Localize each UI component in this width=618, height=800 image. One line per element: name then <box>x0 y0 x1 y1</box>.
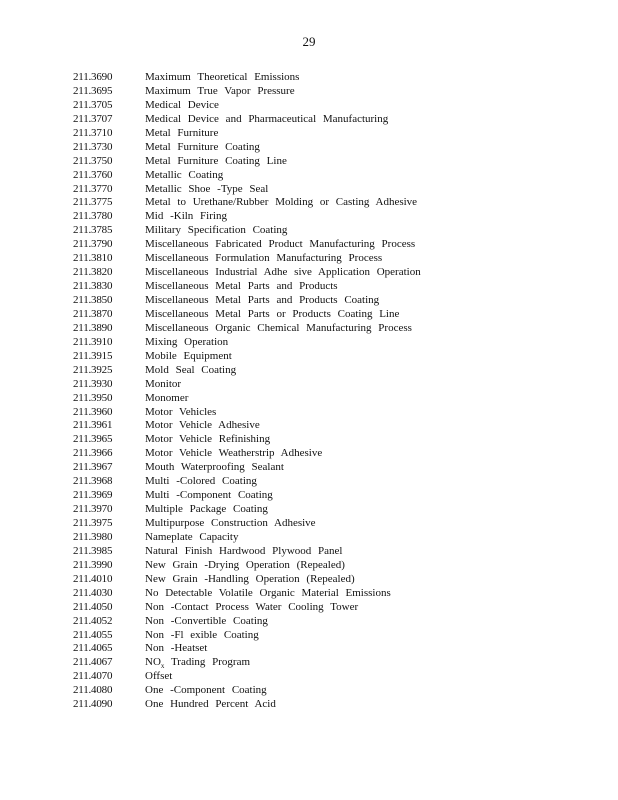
defined-term-text: Military Specification Coating <box>145 224 288 237</box>
section-number: 211.3820 <box>73 266 113 279</box>
defined-term-text: Maximum Theoretical Emissions <box>145 71 300 83</box>
defined-term <box>145 280 338 294</box>
section-number: 211.3810 <box>73 252 113 265</box>
definition-row <box>73 224 421 238</box>
defined-term <box>145 545 342 559</box>
definition-index-list <box>73 71 421 712</box>
section-number: 211.3970 <box>73 503 113 516</box>
defined-term-text: Metallic Shoe -Type Seal <box>145 182 269 195</box>
defined-term <box>145 238 415 252</box>
section-number: 211.3985 <box>73 544 113 557</box>
defined-term <box>145 392 188 406</box>
defined-term <box>145 266 421 280</box>
defined-term-subscript: x <box>160 662 165 671</box>
definition-row <box>73 378 421 392</box>
defined-term-text: Non -Contact Process Water Cooling Tower <box>145 600 359 613</box>
section-number: 211.3910 <box>73 335 113 348</box>
definition-row <box>73 406 421 420</box>
definition-row <box>73 545 421 559</box>
defined-term-text: Natural Finish Hardwood Plywood Panel <box>145 544 343 557</box>
section-number: 211.3705 <box>73 98 113 111</box>
defined-term <box>145 350 232 364</box>
defined-term <box>145 419 260 433</box>
section-number: 211.3775 <box>73 196 113 209</box>
defined-term-text: Multi -Colored Coating <box>145 475 257 488</box>
defined-term-text: Miscellaneous Metal Parts and Products <box>145 280 338 293</box>
definition-row <box>73 447 421 461</box>
definition-row <box>73 642 421 656</box>
defined-term <box>145 670 172 684</box>
definition-row <box>73 113 421 127</box>
definition-row <box>73 531 421 545</box>
definition-row <box>73 475 421 489</box>
definition-row <box>73 601 421 615</box>
defined-term-text: Miscellaneous Metal Parts or Products Coating Line <box>145 307 400 320</box>
defined-term <box>145 294 379 308</box>
definition-row <box>73 238 421 252</box>
defined-term-text: Motor Vehicles <box>145 405 217 418</box>
definition-row <box>73 629 421 643</box>
section-number: 211.3915 <box>73 349 113 362</box>
defined-term <box>145 447 322 461</box>
defined-term <box>145 336 228 350</box>
defined-term-text: Mobile Equipment <box>145 349 232 362</box>
defined-term <box>145 698 276 712</box>
defined-term-text: NO <box>145 656 161 669</box>
defined-term <box>145 308 399 322</box>
section-number: 211.3968 <box>73 475 113 488</box>
section-number: 211.4090 <box>73 698 113 711</box>
definition-row <box>73 670 421 684</box>
defined-term <box>145 378 181 392</box>
defined-term <box>145 364 236 378</box>
defined-term-text: Medical Device and Pharmaceutical Manufacturing <box>145 112 389 125</box>
defined-term <box>145 475 257 489</box>
defined-term-text: Medical Device <box>145 98 219 111</box>
section-number: 211.3780 <box>73 210 113 223</box>
definition-row <box>73 127 421 141</box>
definition-row <box>73 85 421 99</box>
definition-row <box>73 196 421 210</box>
section-number: 211.3770 <box>73 182 113 195</box>
defined-term <box>145 127 218 141</box>
definition-row <box>73 294 421 308</box>
definition-row <box>73 350 421 364</box>
section-number: 211.3707 <box>73 112 113 125</box>
defined-term-text: Nameplate Capacity <box>145 530 239 543</box>
definition-row <box>73 392 421 406</box>
defined-term <box>145 85 295 99</box>
definition-row <box>73 559 421 573</box>
definition-row <box>73 336 421 350</box>
defined-term-text: Metal Furniture <box>145 126 219 139</box>
defined-term-text: Non -Convertible Coating <box>145 614 268 627</box>
defined-term <box>145 210 227 224</box>
defined-term-text: Metal to Urethane/Rubber Molding or Casting Adhesive <box>145 196 418 209</box>
defined-term-text: Mixing Operation <box>145 335 229 348</box>
section-number: 211.3730 <box>73 140 113 153</box>
section-number: 211.3695 <box>73 84 113 97</box>
definition-row <box>73 615 421 629</box>
section-number: 211.3930 <box>73 377 113 390</box>
defined-term <box>145 587 391 601</box>
defined-term-text: Motor Vehicle Weatherstrip Adhesive <box>145 447 323 460</box>
defined-term <box>145 169 223 183</box>
defined-term-text: Miscellaneous Formulation Manufacturing Process <box>145 252 383 265</box>
defined-term-text: Metal Furniture Coating <box>145 140 260 153</box>
section-number: 211.3890 <box>73 321 113 334</box>
section-number: 211.3950 <box>73 391 113 404</box>
defined-term <box>145 224 287 238</box>
defined-term-text: Mid -Kiln Firing <box>145 210 227 223</box>
defined-term-text: Multipurpose Construction Adhesive <box>145 517 316 529</box>
defined-term-text: Motor Vehicle Adhesive <box>145 419 260 432</box>
defined-term-text: Metallic Coating <box>145 168 224 181</box>
definition-row <box>73 517 421 531</box>
defined-term-text: Multiple Package Coating <box>145 503 268 516</box>
defined-term-text: New Grain -Drying Operation (Repealed) <box>145 558 345 571</box>
section-number: 211.4010 <box>73 572 113 585</box>
section-number: 211.4067 <box>73 656 113 669</box>
definition-row <box>73 71 421 85</box>
definition-row <box>73 489 421 503</box>
defined-term <box>145 629 259 643</box>
section-number: 211.3830 <box>73 280 113 293</box>
definition-row <box>73 141 421 155</box>
section-number: 211.4070 <box>73 670 113 683</box>
section-number: 211.3785 <box>73 224 113 237</box>
defined-term <box>145 461 284 475</box>
section-number: 211.4052 <box>73 614 113 627</box>
section-number: 211.3760 <box>73 168 113 181</box>
defined-term-text: No Detectable Volatile Organic Material Emissions <box>145 586 391 599</box>
defined-term-text: One Hundred Percent Acid <box>145 698 276 711</box>
defined-term <box>145 489 273 503</box>
defined-term <box>145 615 268 629</box>
defined-term <box>145 406 216 420</box>
section-number: 211.3990 <box>73 558 113 571</box>
definition-row <box>73 308 421 322</box>
section-number: 211.4050 <box>73 600 113 613</box>
section-number: 211.3870 <box>73 307 113 320</box>
section-number: 211.3750 <box>73 154 113 167</box>
section-number: 211.3850 <box>73 294 113 306</box>
section-number: 211.3975 <box>73 517 113 529</box>
defined-term-text-rest: Trading Program <box>164 656 251 669</box>
defined-term-text: Miscellaneous Organic Chemical Manufacturing Process <box>145 321 412 334</box>
defined-term-text: Miscellaneous Industrial Adhe sive Application Operation <box>145 266 421 279</box>
section-number: 211.4055 <box>73 628 113 641</box>
section-number: 211.3969 <box>73 489 113 502</box>
section-number: 211.3710 <box>73 126 113 139</box>
defined-term-text: Mouth Waterproofing Sealant <box>145 461 284 474</box>
definition-row <box>73 573 421 587</box>
definition-row <box>73 280 421 294</box>
defined-term <box>145 155 287 169</box>
defined-term <box>145 642 207 656</box>
section-number: 211.3965 <box>73 433 113 446</box>
defined-term <box>145 113 388 127</box>
section-number: 211.3690 <box>73 71 113 83</box>
section-number: 211.3966 <box>73 447 113 460</box>
defined-term-text: Metal Furniture Coating Line <box>145 154 287 167</box>
definition-row <box>73 364 421 378</box>
defined-term <box>145 99 219 113</box>
section-number: 211.4065 <box>73 642 113 655</box>
section-number: 211.4030 <box>73 586 113 599</box>
section-number: 211.4080 <box>73 684 113 697</box>
definition-row <box>73 684 421 698</box>
defined-term-text: Miscellaneous Fabricated Product Manufacturing Process <box>145 238 416 251</box>
defined-term-text: New Grain -Handling Operation (Repealed) <box>145 572 355 585</box>
defined-term <box>145 71 299 85</box>
defined-term <box>145 517 316 531</box>
defined-term-text: Mold Seal Coating <box>145 363 237 376</box>
definition-row <box>73 322 421 336</box>
defined-term <box>145 684 267 698</box>
definition-row <box>73 99 421 113</box>
defined-term <box>145 141 260 155</box>
section-number: 211.3925 <box>73 363 113 376</box>
defined-term <box>145 601 358 615</box>
definition-row <box>73 252 421 266</box>
defined-term-text: Non -Heatset <box>145 642 208 655</box>
definition-row <box>73 183 421 197</box>
defined-term <box>145 322 412 336</box>
definition-row <box>73 266 421 280</box>
defined-term-text: Non -Fl exible Coating <box>145 628 259 641</box>
section-number: 211.3961 <box>73 419 113 432</box>
page-number: 29 <box>302 34 316 49</box>
defined-term <box>145 573 355 587</box>
section-number: 211.3960 <box>73 405 113 418</box>
definition-row <box>73 433 421 447</box>
defined-term-text: Motor Vehicle Refinishing <box>145 433 271 446</box>
defined-term <box>145 656 250 670</box>
defined-term <box>145 559 345 573</box>
section-number: 211.3790 <box>73 238 113 251</box>
definition-row <box>73 587 421 601</box>
defined-term <box>145 433 270 447</box>
defined-term-text: Multi -Component Coating <box>145 489 273 502</box>
section-number: 211.3967 <box>73 461 113 474</box>
definition-row <box>73 210 421 224</box>
definition-row <box>73 155 421 169</box>
defined-term-text: One -Component Coating <box>145 684 267 697</box>
definition-row <box>73 503 421 517</box>
defined-term <box>145 196 417 210</box>
defined-term-text: Miscellaneous Metal Parts and Products Coating <box>145 294 380 306</box>
section-number: 211.3980 <box>73 530 113 543</box>
defined-term <box>145 183 268 197</box>
definition-row <box>73 461 421 475</box>
definition-row <box>73 169 421 183</box>
defined-term <box>145 503 268 517</box>
defined-term <box>145 252 382 266</box>
defined-term-text: Monitor <box>145 377 182 390</box>
definition-row <box>73 656 421 670</box>
defined-term-text: Monomer <box>145 391 189 404</box>
defined-term-text: Maximum True Vapor Pressure <box>145 84 295 97</box>
definition-row <box>73 698 421 712</box>
definition-row <box>73 419 421 433</box>
defined-term-text: Offset <box>145 670 173 683</box>
defined-term <box>145 531 239 545</box>
